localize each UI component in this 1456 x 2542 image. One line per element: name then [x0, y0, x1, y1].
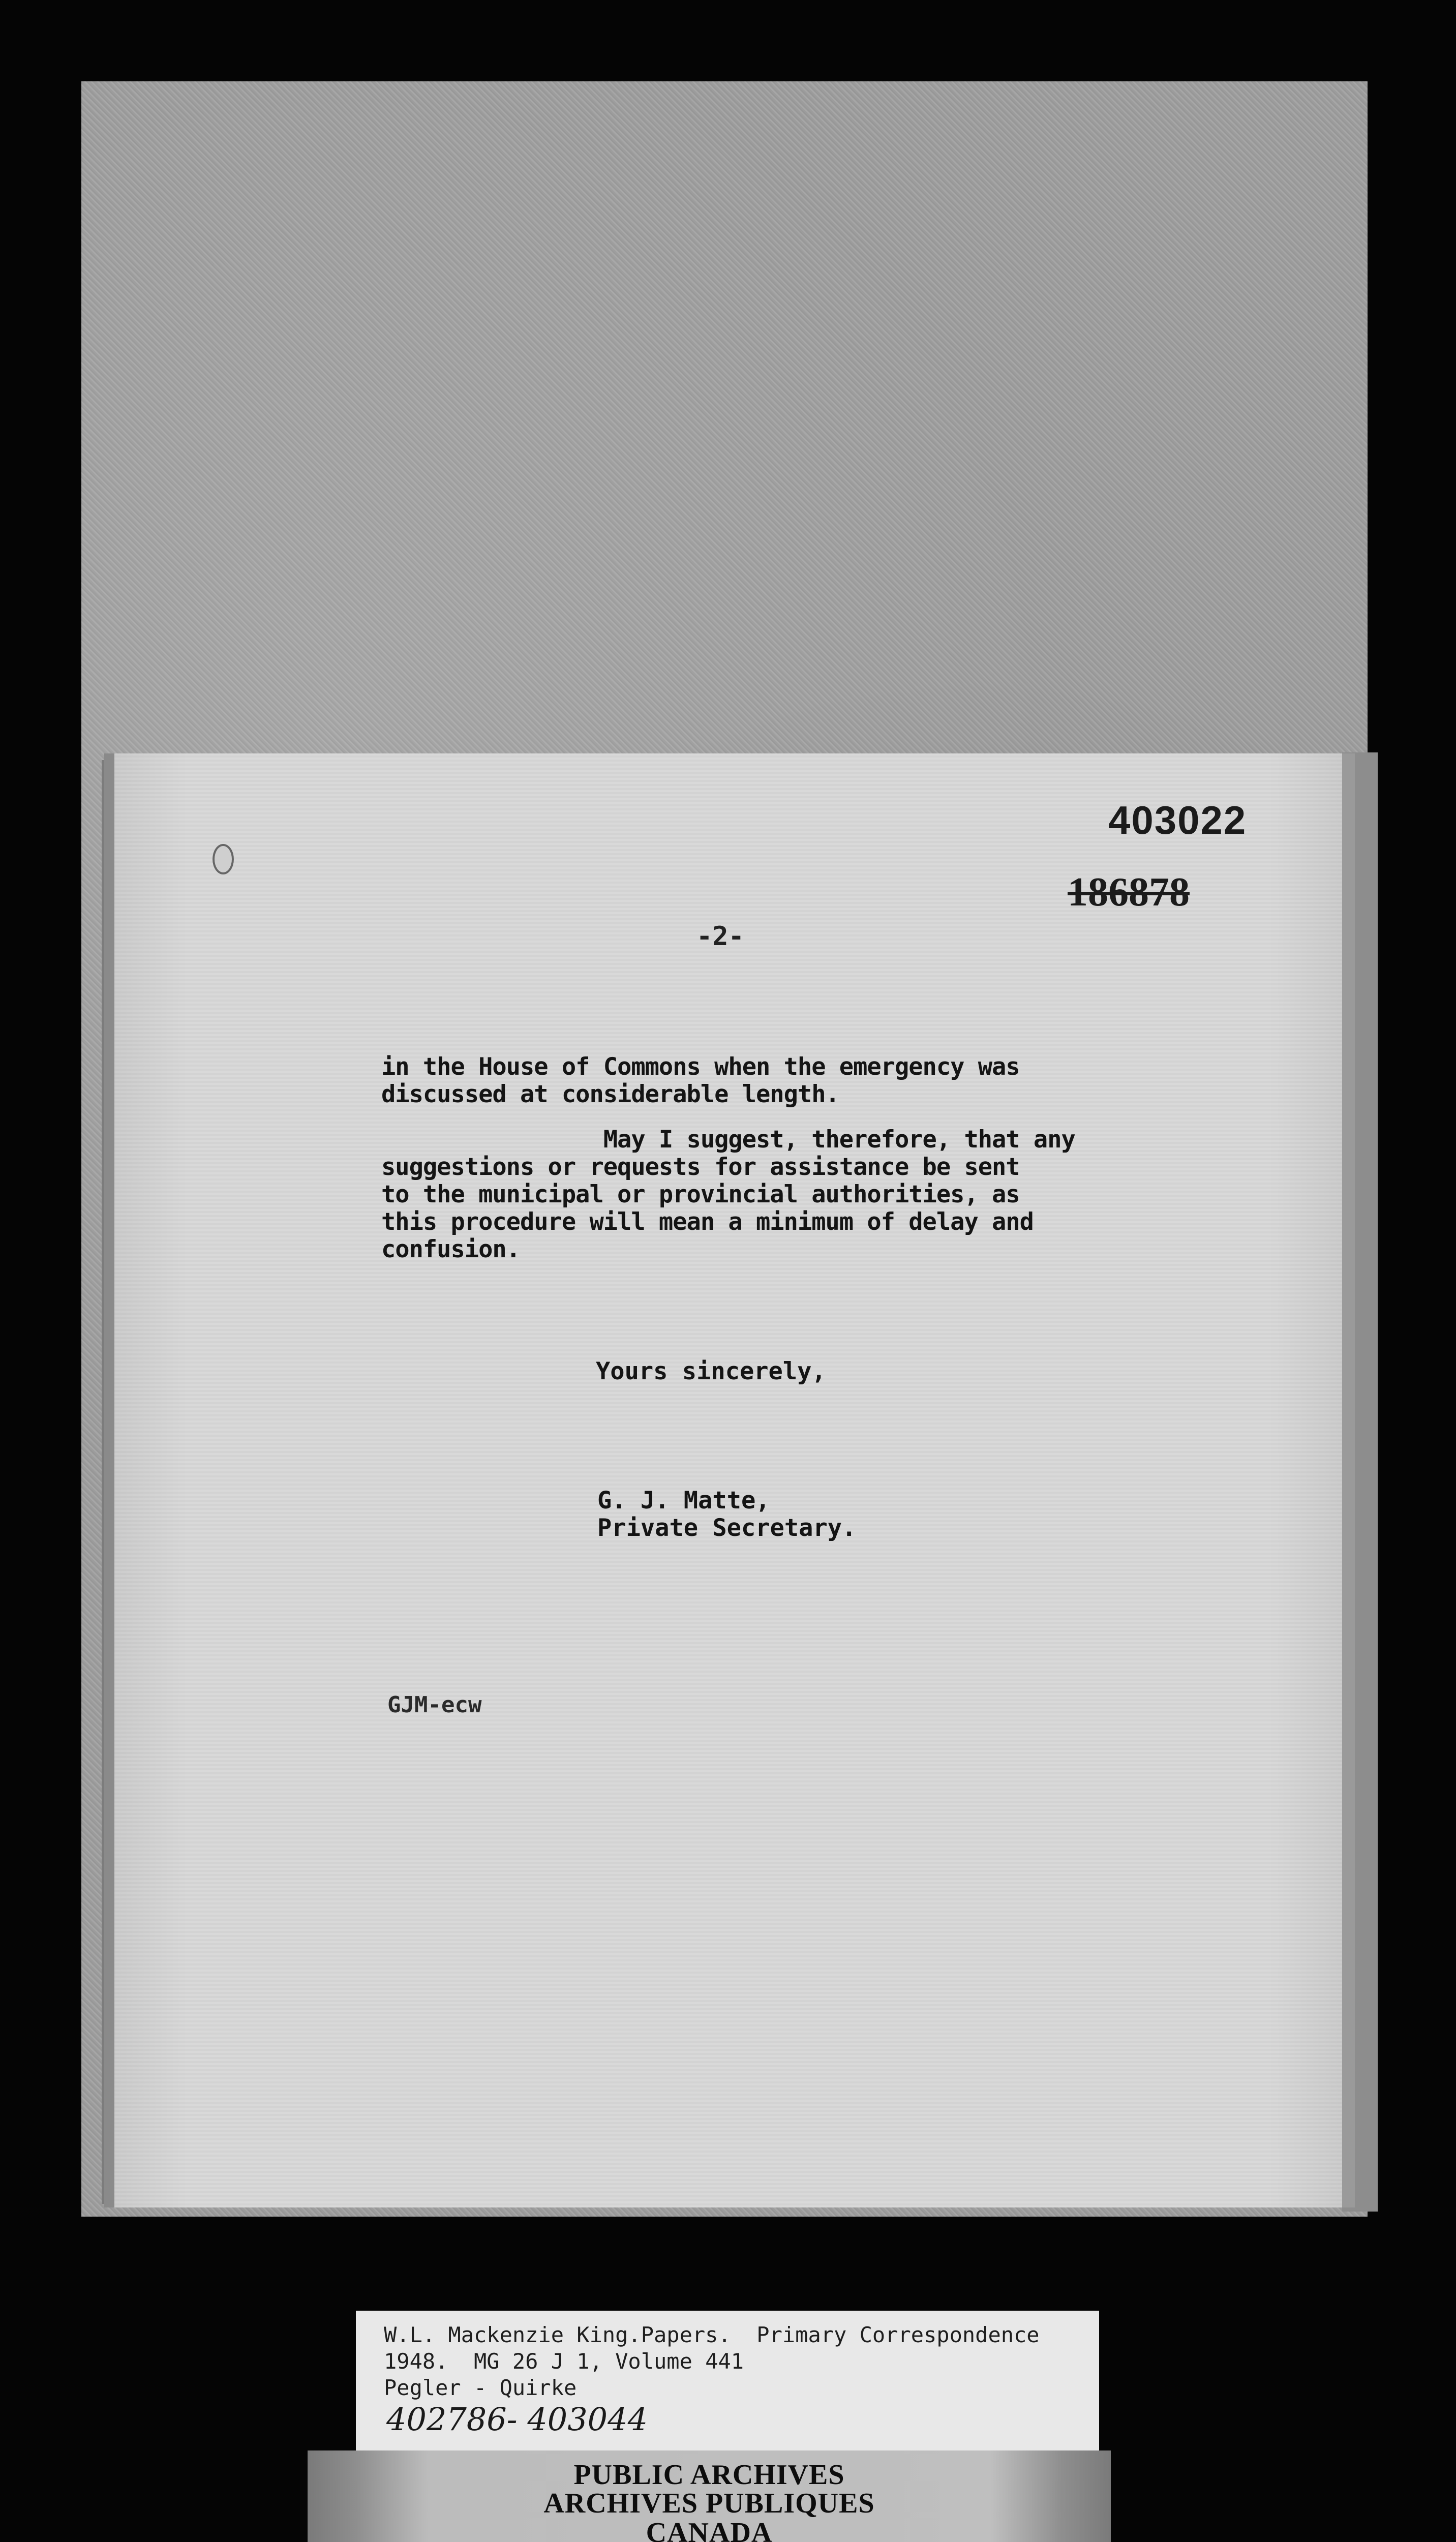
card-names-line: Pegler - Quirke [384, 2375, 577, 2400]
stamp-line-french: ARCHIVES PUBLIQUES [543, 2488, 875, 2519]
page-number: -2- [696, 921, 744, 952]
card-collection-line: W.L. Mackenzie King.Papers. Primary Correspondence [384, 2322, 1040, 2347]
letter-page [114, 753, 1342, 2207]
signature-block: G. J. Matte, Private Secretary. [597, 1487, 857, 1542]
document-number: 403022 [1108, 798, 1247, 842]
paragraph-2: May I suggest, therefore, that any suggestions or requests for assistance be sent to the municipal or provincial authorities, as this procedure will mean a minimum of delay and confusion. [381, 1126, 1075, 1263]
struck-document-number: 186878 [1068, 870, 1190, 915]
page-edge-right [1342, 752, 1378, 2212]
punch-hole [213, 844, 234, 874]
typist-initials: GJM-ecw [387, 1692, 482, 1718]
closing: Yours sincerely, [596, 1357, 826, 1385]
card-volume-line: 1948. MG 26 J 1, Volume 441 [384, 2349, 744, 2374]
paragraph-1: in the House of Commons when the emergency was discussed at considerable length. [381, 1053, 1020, 1108]
stamp-line-country: CANADA [646, 2517, 773, 2542]
card-range-handwritten: 402786- 403044 [386, 2401, 648, 2438]
stamp-line-english: PUBLIC ARCHIVES [573, 2459, 845, 2491]
